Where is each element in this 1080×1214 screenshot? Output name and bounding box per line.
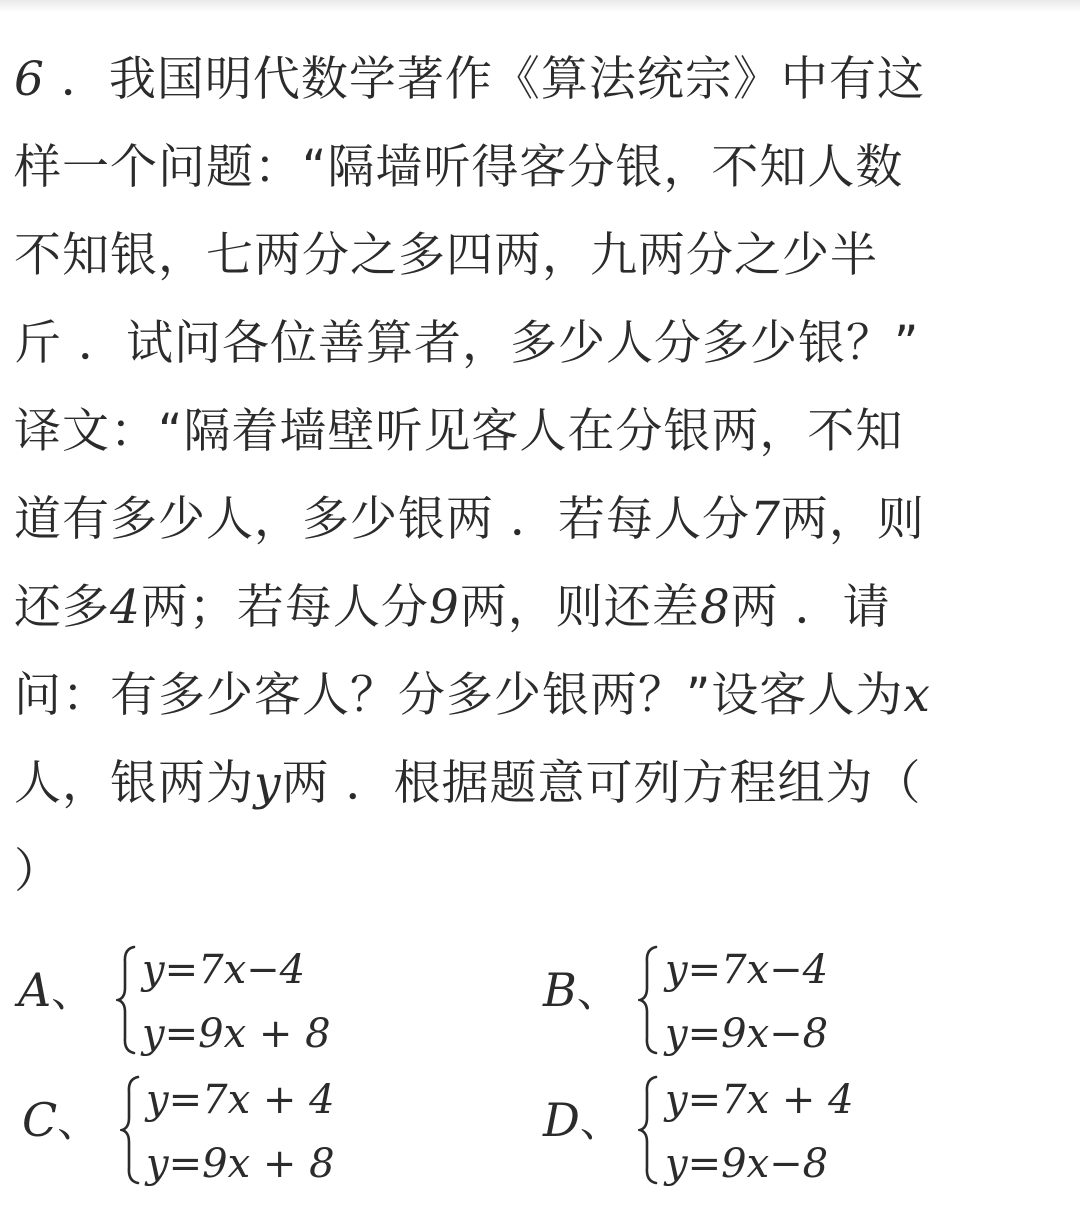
option-letter: D [543,1093,580,1147]
math-token: 7 [749,492,781,547]
option-separator: 、 [579,1097,622,1146]
equation-system [142,938,331,1066]
option-label [22,1090,99,1152]
option-label [18,960,93,1022]
equation-2: y=9x−8 [665,1011,829,1057]
question-line: 6 ．我国明代数学著作《算法统宗》中有这 [14,52,925,107]
equation-1: y=7x + 4 [665,1077,854,1123]
question-line: 斤 ．试问各位善算者，多少人分多少银？” [14,316,920,371]
option-label [543,960,619,1022]
question-line: 道有多少人，多少银两 ．若每人分7两，则 [14,492,925,547]
math-token: y [254,756,282,811]
option-letter: B [543,963,577,1017]
question-line: 不知银，七两分之多四两，九两分之少半 [14,228,878,283]
question-line: ） [14,844,62,899]
option-label [543,1090,622,1152]
question-line: 还多4两；若每人分9两，则还差8两 ．请 [14,580,891,635]
question-line: 样一个问题：“隔墙听得客分银，不知人数 [14,140,904,195]
option-separator: 、 [576,967,619,1016]
equation-2: y=9x + 8 [142,1011,331,1057]
option-letter: C [22,1093,58,1147]
equation-2: y=9x−8 [665,1141,829,1187]
equation-system [665,1068,854,1196]
top-divider [0,0,1080,12]
equation-2: y=9x + 8 [146,1141,335,1187]
option-separator: 、 [57,1097,100,1146]
option-separator: 、 [51,967,94,1016]
math-token: 9 [428,580,460,635]
equation-system [146,1068,335,1196]
equation-1: y=7x−4 [665,947,829,993]
left-brace-icon [120,1074,142,1186]
math-token: x [903,668,931,723]
left-brace-icon [116,944,138,1056]
equation-1: y=7x−4 [142,947,306,993]
question-line: 译文：“隔着墙壁听见客人在分银两，不知 [14,404,904,459]
option-letter: A [18,963,52,1017]
math-token: 4 [110,580,141,635]
question-text [14,36,1074,916]
equation-system [665,938,828,1066]
question-line: 问：有多少客人？分多少银两？”设客人为x [14,668,931,723]
equation-1: y=7x + 4 [146,1077,335,1123]
left-brace-icon [638,1074,660,1186]
question-line: 人，银两为y两 ．根据题意可列方程组为（ [14,756,922,811]
left-brace-icon [638,944,660,1056]
math-token: 6 [14,52,45,107]
math-token: 8 [699,580,731,635]
